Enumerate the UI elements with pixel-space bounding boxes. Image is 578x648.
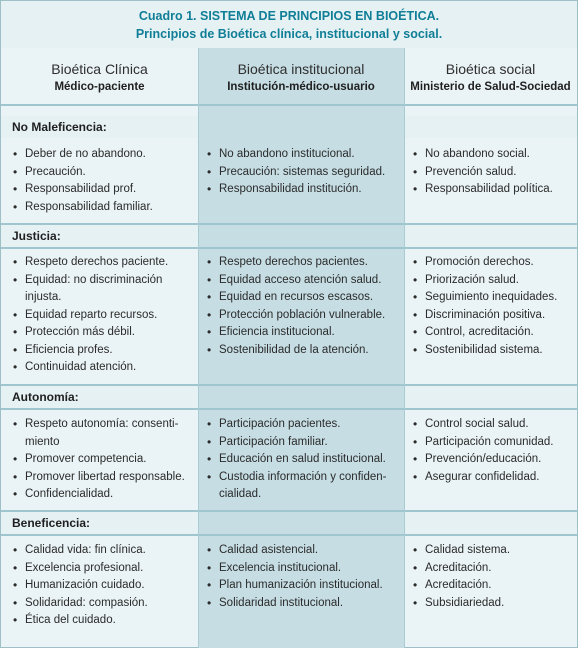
caption-subtitle: Principios de Bioética clínica, institucional y social. (135, 27, 443, 41)
column-title: Bioética Clínica (51, 61, 148, 77)
list-item: • Custodia información y confiden-cialidad. (206, 469, 400, 504)
table-caption (1, 1, 577, 48)
list-social-justicia (412, 254, 574, 359)
section-band (1, 225, 577, 247)
list-item: • Calidad vida: fin clínica. (12, 542, 194, 560)
list-item: • Control, acreditación. (412, 324, 574, 342)
column-divider (198, 48, 199, 648)
list-item: • Calidad asistencial. (206, 542, 400, 560)
column-header-clinica (1, 48, 198, 104)
list-item: • Ética del cuidado. (12, 612, 194, 630)
list-clinica-beneficencia (12, 542, 194, 630)
list-item: • Participación pacientes. (206, 416, 400, 434)
list-item: • Continuidad atención. (12, 359, 194, 377)
list-item: • Respeto derechos paciente. (12, 254, 194, 272)
list-item: • Subsidiariedad. (412, 595, 574, 613)
list-item: • Educación en salud institucional. (206, 451, 400, 469)
list-item: • Solidaridad: compasión. (12, 595, 194, 613)
list-institucional-no-maleficencia (206, 146, 400, 199)
list-item: • Responsabilidad prof. (12, 181, 194, 199)
list-social-beneficencia (412, 542, 574, 612)
list-item: • Respeto derechos pacientes. (206, 254, 400, 272)
column-subtitle: Institución-médico-usuario (227, 81, 375, 93)
list-item: • Sostenibilidad sistema. (412, 342, 574, 360)
list-item: • Equidad: no discriminación injusta. (12, 272, 194, 307)
section-label-autonomia: Autonomía: (12, 390, 79, 404)
list-item: • Prevención/educación. (412, 451, 574, 469)
section-band (1, 386, 577, 408)
list-item: • Equidad en recursos escasos. (206, 289, 400, 307)
list-item: • Asegurar confidelidad. (412, 469, 574, 487)
list-item: • Eficiencia institucional. (206, 324, 400, 342)
list-item: • Protección población vulnerable. (206, 307, 400, 325)
list-clinica-autonomia (12, 416, 194, 504)
section-label-justicia: Justicia: (12, 229, 61, 243)
list-item: • Responsabilidad familiar. (12, 199, 194, 217)
list-item: • Eficiencia profes. (12, 342, 194, 360)
list-item: • Promoción derechos. (412, 254, 574, 272)
list-item: • Acreditación. (412, 577, 574, 595)
list-item: • Solidaridad institucional. (206, 595, 400, 613)
list-item: • Sostenibilidad de la atención. (206, 342, 400, 360)
list-item: • Plan humanización institucional. (206, 577, 400, 595)
list-social-no-maleficencia (412, 146, 574, 199)
column-title: Bioética institucional (237, 61, 365, 77)
list-item: • Protección más débil. (12, 324, 194, 342)
list-item: • Priorización salud. (412, 272, 574, 290)
list-item: • Participación familiar. (206, 434, 400, 452)
list-item: • Control social salud. (412, 416, 574, 434)
list-item: • Deber de no abandono. (12, 146, 194, 164)
divider (1, 408, 577, 410)
caption-title: Cuadro 1. SISTEMA DE PRINCIPIOS EN BIOÉTICA. (138, 9, 440, 23)
list-item: • No abandono social. (412, 146, 574, 164)
section-label-no-maleficencia: No Maleficencia: (12, 120, 107, 134)
divider (1, 247, 577, 249)
list-item: • Promover libertad responsable. (12, 469, 194, 487)
list-item: • Excelencia institucional. (206, 560, 400, 578)
list-social-autonomia (412, 416, 574, 486)
list-item: • Acreditación. (412, 560, 574, 578)
list-item: • Precaución. (12, 164, 194, 182)
column-divider (404, 48, 405, 648)
list-item: • No abandono institucional. (206, 146, 400, 164)
divider (1, 104, 577, 106)
list-item: • Humanización cuidado. (12, 577, 194, 595)
column-header-institucional (198, 48, 404, 104)
column-header-social (404, 48, 577, 104)
list-item: • Calidad sistema. (412, 542, 574, 560)
list-item: • Respeto autonomía: consenti-miento (12, 416, 194, 451)
list-item: • Prevención salud. (412, 164, 574, 182)
list-item: • Responsabilidad política. (412, 181, 574, 199)
list-institucional-autonomia (206, 416, 400, 504)
list-item: • Participación comunidad. (412, 434, 574, 452)
list-institucional-justicia (206, 254, 400, 359)
list-item: • Promover competencia. (12, 451, 194, 469)
divider (1, 534, 577, 536)
column-title: Bioética social (445, 61, 536, 77)
list-item: • Precaución: sistemas seguridad. (206, 164, 400, 182)
list-clinica-no-maleficencia (12, 146, 194, 216)
column-subtitle: Médico-paciente (54, 81, 145, 93)
list-item: • Seguimiento inequidades. (412, 289, 574, 307)
column-subtitle: Ministerio de Salud-Sociedad (410, 81, 571, 93)
section-label-beneficencia: Beneficencia: (12, 516, 91, 530)
list-item: • Responsabilidad institución. (206, 181, 400, 199)
list-item: • Excelencia profesional. (12, 560, 194, 578)
list-institucional-beneficencia (206, 542, 400, 612)
list-item: • Equidad reparto recursos. (12, 307, 194, 325)
list-item: • Confidencialidad. (12, 486, 194, 504)
list-item: • Discriminación positiva. (412, 307, 574, 325)
list-item: • Equidad acceso atención salud. (206, 272, 400, 290)
list-clinica-justicia (12, 254, 194, 377)
